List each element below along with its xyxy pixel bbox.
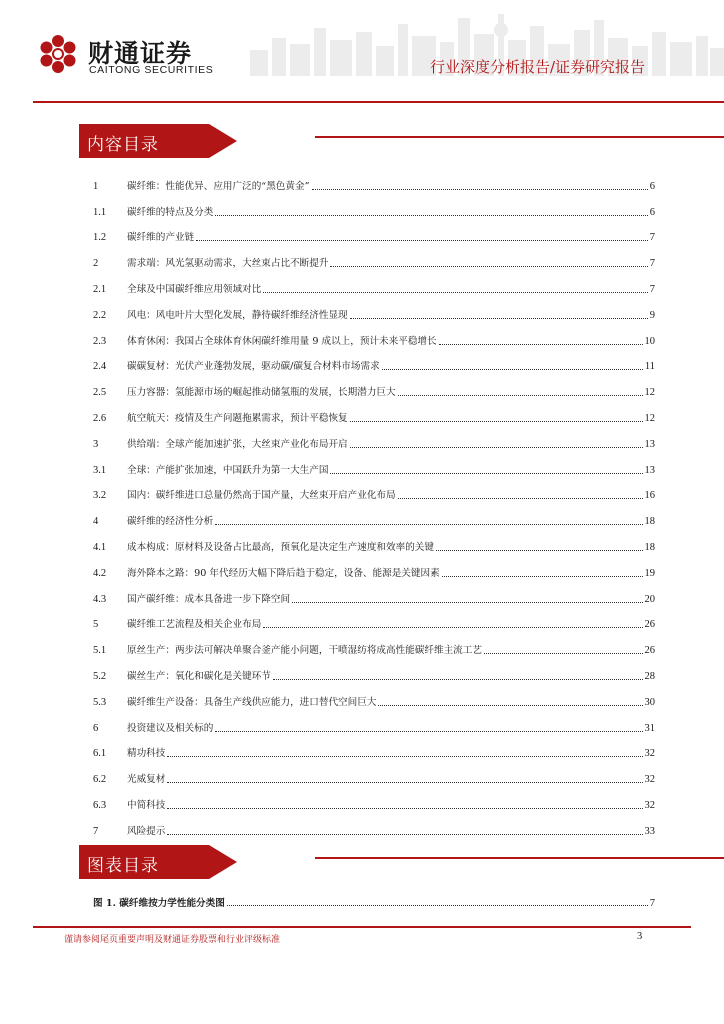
toc-entry-number: 6.2 — [93, 774, 107, 786]
toc-entry[interactable] — [93, 373, 655, 399]
toc-entry-page: 12 — [644, 412, 655, 424]
toc-entry-number: 4.3 — [93, 593, 107, 605]
toc-entry[interactable] — [93, 554, 655, 580]
toc-entry-number: 1 — [93, 180, 99, 192]
toc-entry[interactable] — [93, 425, 655, 451]
toc-entry-number: 4 — [93, 516, 99, 528]
toc-leader-dots — [312, 189, 648, 190]
toc-leader-dots — [263, 627, 642, 628]
toc-leader-dots — [439, 344, 643, 345]
toc-entry-page: 32 — [644, 748, 655, 760]
toc-entry-title: 碳纤维工艺流程及相关企业布局 — [127, 619, 262, 631]
toc-entry[interactable] — [93, 812, 655, 838]
footer-disclaimer: 谨请参阅尾页重要声明及财通证券股票和行业评级标准 — [64, 935, 281, 945]
toc-entry[interactable] — [93, 348, 655, 374]
toc-entry-page: 31 — [644, 722, 655, 734]
toc-entry-title: 碳纤维生产设备：具备生产线供应能力，进口替代空间巨大 — [127, 696, 377, 708]
toc-entry-page: 7 — [649, 283, 655, 295]
toc-entry[interactable] — [93, 709, 655, 735]
toc-leader-dots — [330, 473, 642, 474]
toc-entry-page: 13 — [644, 438, 655, 450]
toc-entry-page: 18 — [644, 516, 655, 528]
toc-entry-title: 碳纤维的经济性分析 — [127, 516, 214, 528]
toc-entry-page: 12 — [644, 387, 655, 399]
figure-entry-page: 7 — [649, 898, 655, 909]
toc-leader-dots — [350, 421, 643, 422]
toc-entry-page: 18 — [644, 541, 655, 553]
toc-leader-dots — [436, 550, 643, 551]
toc-entry-page: 11 — [644, 361, 655, 373]
toc-leader-dots — [382, 369, 643, 370]
toc-entry-title: 国产碳纤维：成本具备进一步下降空间 — [127, 593, 291, 605]
heading-rule — [315, 857, 724, 859]
figures-title: 图表目录 — [87, 856, 159, 876]
toc-entry-number: 6.1 — [93, 748, 107, 760]
footer-divider — [33, 926, 691, 928]
toc-leader-dots — [398, 498, 643, 499]
toc-entry-number: 6.3 — [93, 799, 107, 811]
toc-entry-page: 20 — [644, 593, 655, 605]
toc-entry[interactable] — [93, 657, 655, 683]
toc-entry[interactable] — [93, 477, 655, 503]
toc-entry-number: 2.5 — [93, 387, 107, 399]
toc-entry-title: 投资建议及相关标的 — [127, 722, 214, 734]
toc-entry-number: 2.4 — [93, 361, 107, 373]
toc-entry-title: 原丝生产：两步法可解决单聚合釜产能小问题，干喷湿纺将成高性能碳纤维主流工艺 — [127, 645, 482, 657]
toc-entry-title: 碳碳复材：光伏产业蓬勃发展，驱动碳/碳复合材料市场需求 — [127, 361, 380, 373]
toc-entry-page: 13 — [644, 464, 655, 476]
toc-entry-page: 19 — [644, 567, 655, 579]
toc-entry-page: 6 — [649, 180, 655, 192]
toc-leader-dots — [378, 705, 642, 706]
toc-entry[interactable] — [93, 193, 655, 219]
toc-entry[interactable] — [93, 451, 655, 477]
logo-chinese-name: 财通证券 — [88, 39, 193, 68]
toc-entry-number: 3 — [93, 438, 99, 450]
toc-leader-dots — [215, 524, 642, 525]
toc-leader-dots — [167, 808, 642, 809]
toc-entry-title: 风电：风电叶片大型化发展，静待碳纤维经济性显现 — [127, 309, 348, 321]
toc-entry-title: 航空航天：疫情及生产问题拖累需求，预计平稳恢复 — [127, 412, 348, 424]
toc-entry[interactable] — [93, 760, 655, 786]
toc-entry-number: 4.2 — [93, 567, 107, 579]
toc-entry-title: 供给端：全球产能加速扩张，大丝束产业化布局开启 — [127, 438, 348, 450]
toc-entry-title: 精功科技 — [127, 748, 166, 760]
contents-heading — [79, 124, 237, 158]
toc-entry-number: 5.2 — [93, 670, 107, 682]
toc-entry-page: 9 — [649, 309, 655, 321]
toc-entry-number: 2.3 — [93, 335, 107, 347]
toc-leader-dots — [273, 679, 643, 680]
toc-entry-title: 海外降本之路：90 年代经历大幅下降后趋于稳定，设备、能源是关键因素 — [127, 567, 440, 579]
toc-entry-number: 2.1 — [93, 283, 107, 295]
toc-entry-page: 30 — [644, 696, 655, 708]
toc-leader-dots — [442, 576, 643, 577]
toc-entry[interactable] — [93, 270, 655, 296]
toc-leader-dots — [196, 240, 648, 241]
toc-entry[interactable] — [93, 296, 655, 322]
toc-entry-title: 碳丝生产：氧化和碳化是关键环节 — [127, 670, 271, 682]
toc-entry[interactable] — [93, 786, 655, 812]
page-header — [0, 0, 724, 104]
toc-entry-title: 全球及中国碳纤维应用领域对比 — [127, 283, 262, 295]
toc-leader-dots — [350, 447, 643, 448]
toc-entry[interactable] — [93, 528, 655, 554]
toc-entry[interactable] — [93, 167, 655, 193]
toc-entry[interactable] — [93, 735, 655, 761]
toc-entry-number: 2.2 — [93, 309, 107, 321]
figure-entry[interactable] — [93, 895, 655, 909]
toc-entry-title: 压力容器：氢能源市场的崛起推动储氢瓶的发展，长期潜力巨大 — [127, 387, 396, 399]
toc-entry-title: 全球：产能扩张加速，中国跃升为第一大生产国 — [127, 464, 329, 476]
toc-leader-dots — [330, 266, 647, 267]
toc-entry-page: 7 — [649, 258, 655, 270]
toc-entry-page: 32 — [644, 774, 655, 786]
toc-entry-page: 33 — [644, 825, 655, 837]
toc-entry-page: 6 — [649, 206, 655, 218]
toc-entry-number: 7 — [93, 825, 99, 837]
toc-entry-title: 国内：碳纤维进口总量仍然高于国产量，大丝束开启产业化布局 — [127, 490, 396, 502]
toc-entry[interactable] — [93, 322, 655, 348]
toc-leader-dots — [227, 905, 648, 906]
figure-entry-title: 图 1. 碳纤维按力学性能分类图 — [93, 898, 225, 909]
toc-entry-page: 7 — [649, 232, 655, 244]
toc-entry-number: 5 — [93, 619, 99, 631]
figures-list — [93, 895, 655, 909]
toc-entry-number: 3.2 — [93, 490, 107, 502]
toc-entry-page: 28 — [644, 670, 655, 682]
toc-entry-title: 成本构成：原材料及设备占比最高，预氧化是决定生产速度和效率的关键 — [127, 541, 434, 553]
page-number: 3 — [637, 931, 643, 942]
toc-entry-number: 1.2 — [93, 232, 107, 244]
toc-entry-page: 26 — [644, 645, 655, 657]
toc-entry[interactable] — [93, 683, 655, 709]
toc-leader-dots — [167, 782, 642, 783]
toc-entry-title: 碳纤维的特点及分类 — [127, 206, 214, 218]
toc-leader-dots — [215, 731, 642, 732]
toc-entry-title: 体育休闲：我国占全球体育休闲碳纤维用量 9 成以上，预计未来平稳增长 — [127, 335, 437, 347]
toc-entry[interactable] — [93, 502, 655, 528]
toc-leader-dots — [263, 292, 647, 293]
toc-entry-number: 5.3 — [93, 696, 107, 708]
toc-entry-number: 3.1 — [93, 464, 107, 476]
toc-entry[interactable] — [93, 631, 655, 657]
document-type: 行业深度分析报告/证券研究报告 — [430, 58, 646, 76]
toc-entry[interactable] — [93, 244, 655, 270]
header-divider — [33, 101, 724, 103]
toc-entry-number: 6 — [93, 722, 99, 734]
toc-entry-number: 4.1 — [93, 541, 107, 553]
toc-entry-title: 风险提示 — [127, 825, 166, 837]
toc-entry-title: 碳纤维：性能优异、应用广泛的“黑色黄金” — [127, 180, 310, 192]
toc-leader-dots — [398, 395, 643, 396]
toc-entry-number: 5.1 — [93, 645, 107, 657]
toc-entry[interactable] — [93, 399, 655, 425]
table-of-contents — [93, 167, 655, 838]
toc-entry-title: 光威复材 — [127, 774, 166, 786]
toc-entry-title: 需求端：风光氢驱动需求，大丝束占比不断提升 — [127, 258, 329, 270]
contents-title: 内容目录 — [87, 135, 159, 155]
toc-leader-dots — [167, 756, 642, 757]
toc-leader-dots — [484, 653, 643, 654]
toc-entry-title: 中简科技 — [127, 799, 166, 811]
toc-entry-page: 32 — [644, 799, 655, 811]
figures-heading — [79, 845, 237, 879]
toc-leader-dots — [215, 215, 647, 216]
toc-entry[interactable] — [93, 606, 655, 632]
toc-entry-title: 碳纤维的产业链 — [127, 232, 195, 244]
toc-entry-page: 16 — [644, 490, 655, 502]
toc-entry-number: 2.6 — [93, 412, 107, 424]
toc-entry-page: 10 — [644, 335, 655, 347]
caitong-logo-icon — [38, 34, 78, 74]
toc-entry-page: 26 — [644, 619, 655, 631]
logo-english-name: CAITONG SECURITIES — [89, 64, 214, 76]
toc-leader-dots — [350, 318, 648, 319]
toc-entry-number: 1.1 — [93, 206, 107, 218]
toc-entry-number: 2 — [93, 258, 99, 270]
toc-entry[interactable] — [93, 219, 655, 245]
heading-rule — [315, 136, 724, 138]
toc-entry[interactable] — [93, 580, 655, 606]
toc-leader-dots — [167, 834, 642, 835]
toc-leader-dots — [292, 602, 642, 603]
